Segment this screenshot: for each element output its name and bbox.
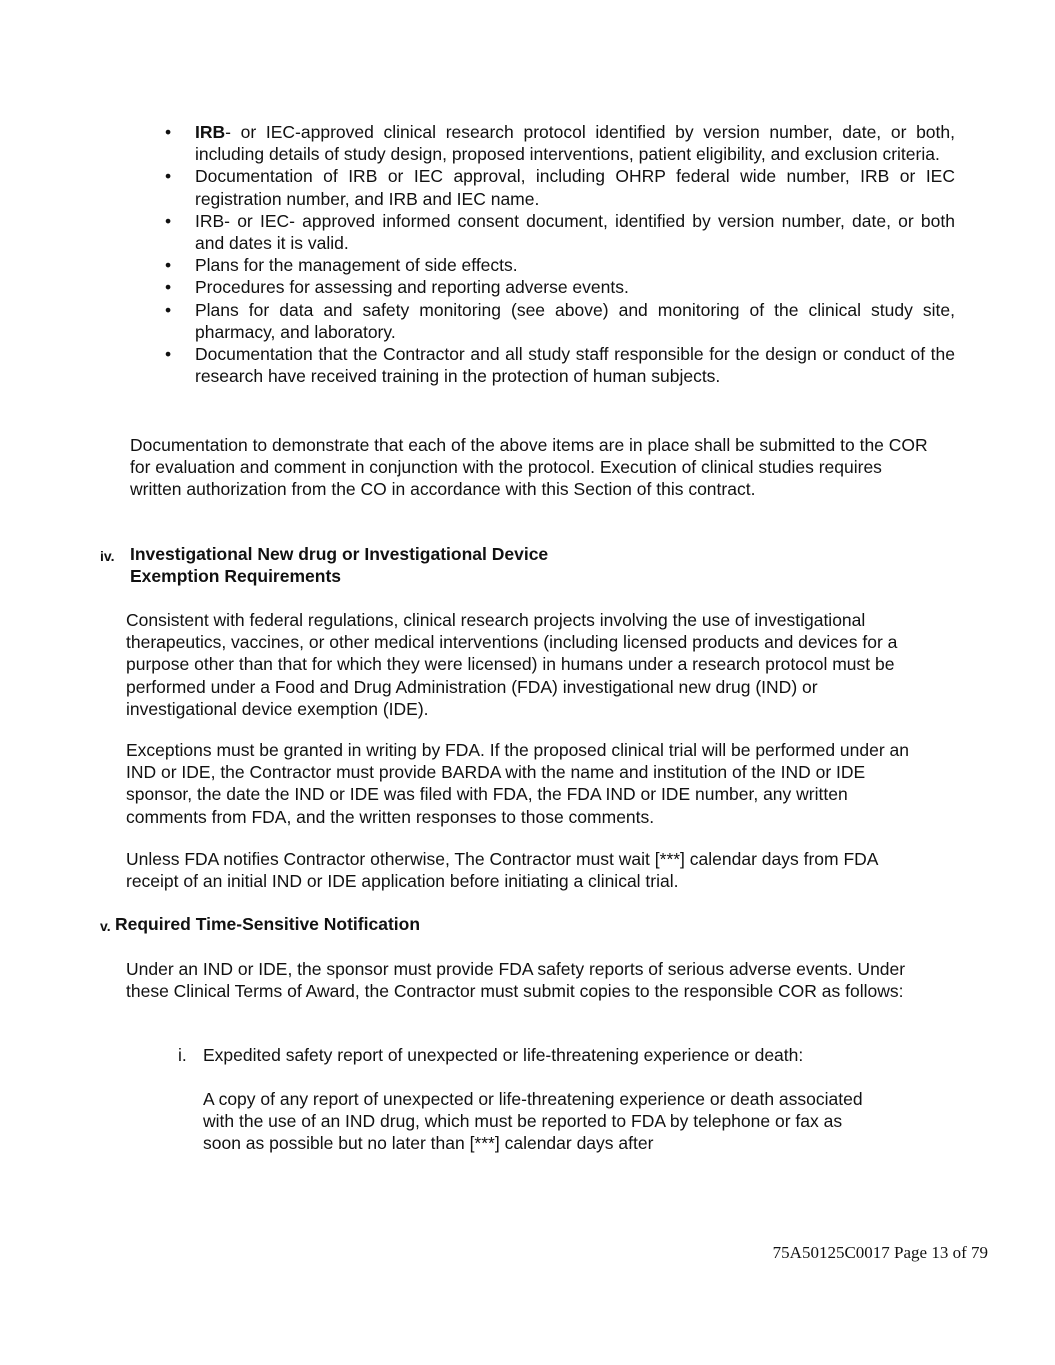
section-v-number: v. bbox=[100, 918, 111, 934]
bullet-icon: • bbox=[165, 166, 172, 187]
list-item bbox=[160, 210, 955, 254]
section-iv-title-line1: Investigational New drug or Investigational Device bbox=[130, 544, 549, 564]
list-item-text: Documentation that the Contractor and all study staff responsible for the design or conduct of the research have received training in the protection of human subjects. bbox=[195, 344, 955, 387]
section-v-subitem bbox=[178, 1044, 938, 1067]
section-iv-heading bbox=[100, 543, 830, 587]
section-iv-title-line2: Exemption Requirements bbox=[130, 566, 342, 587]
section-iv-paragraph-3: Unless FDA notifies Contractor otherwise, The Contractor must wait [***] calendar days from FDA receipt of an initial IND or IDE application before initiating a clinical trial. bbox=[126, 849, 878, 892]
bullet-icon: • bbox=[165, 210, 172, 231]
list-item-text: IRB- or IEC-approved clinical research protocol identified by version number, date, or both, including details of study design, proposed interventions, patient eligibility, and exclusion criteria. bbox=[195, 122, 955, 165]
section-v-heading bbox=[100, 913, 815, 935]
section-iv-paragraph-2: Exceptions must be granted in writing by FDA. If the proposed clinical trial will be performed under an IND or IDE, the Contractor must provide BARDA with the name and institution of the IND or IDE sponsor, the date the IND or IDE was filed with FDA, the FDA IND or IDE number, any written comments from FDA, and the written responses to those comments. bbox=[126, 740, 910, 827]
section-iv-paragraph-1: Consistent with federal regulations, clinical research projects involving the use of investigational therapeutics, vaccines, or other medical interventions (including licensed products and devices for a purpose other than that for which they were licensed) in humans under a research protocol must be performed under a Food and Drug Administration (FDA) investigational new drug (IND) or investigational device exemption (IDE). bbox=[126, 610, 898, 719]
list-item bbox=[160, 254, 955, 276]
bullet-icon: • bbox=[165, 122, 172, 142]
list-item bbox=[160, 276, 955, 298]
section-v-title: Required Time-Sensitive Notification bbox=[115, 914, 421, 934]
list-item-text: IRB- or IEC- approved informed consent document, identified by version number, date, or both and dates it is valid. bbox=[195, 210, 955, 254]
list-item-text: Documentation of IRB or IEC approval, including OHRP federal wide number, IRB or IEC registration number, and IRB and IEC name. bbox=[195, 166, 955, 209]
list-item bbox=[160, 165, 955, 209]
list-item bbox=[160, 299, 955, 343]
list-item-text: Plans for data and safety monitoring (see above) and monitoring of the clinical study site, pharmacy, and laboratory. bbox=[195, 299, 955, 342]
subitem-paragraph: A copy of any report of unexpected or life-threatening experience or death associated with the use of an IND drug, which must be reported to FDA by telephone or fax as soon as possible but no later than [***] calendar days after bbox=[203, 1089, 863, 1154]
list-item-text: Plans for the management of side effects. bbox=[195, 255, 518, 276]
list-item bbox=[160, 343, 955, 387]
section-v-intro: Under an IND or IDE, the sponsor must provide FDA safety reports of serious adverse events. Under these Clinical Terms of Award, the Contractor must submit copies to the responsible COR as follows: bbox=[126, 959, 906, 1002]
list-item bbox=[160, 121, 955, 165]
subitem-label: Expedited safety report of unexpected or life-threatening experience or death: bbox=[203, 1045, 804, 1065]
requirements-list bbox=[160, 121, 955, 387]
bullet-icon: • bbox=[165, 255, 172, 276]
list-item-bold-term: IRB bbox=[195, 122, 226, 142]
subitem-number: i. bbox=[178, 1045, 187, 1065]
page-footer: 75A50125C0017 Page 13 of 79 bbox=[772, 1243, 988, 1262]
list-item-text: Procedures for assessing and reporting adverse events. bbox=[195, 277, 629, 298]
bullet-icon: • bbox=[165, 299, 172, 320]
bullet-icon: • bbox=[165, 277, 172, 298]
bullet-icon: • bbox=[165, 344, 172, 365]
documentation-paragraph: Documentation to demonstrate that each of the above items are in place shall be submitted to the COR for evaluation and comment in conjunction with the protocol. Execution of clinical studies requires written authorization from the CO in accordance with this Section of this contract. bbox=[130, 435, 928, 500]
section-iv-number: iv. bbox=[100, 548, 115, 564]
